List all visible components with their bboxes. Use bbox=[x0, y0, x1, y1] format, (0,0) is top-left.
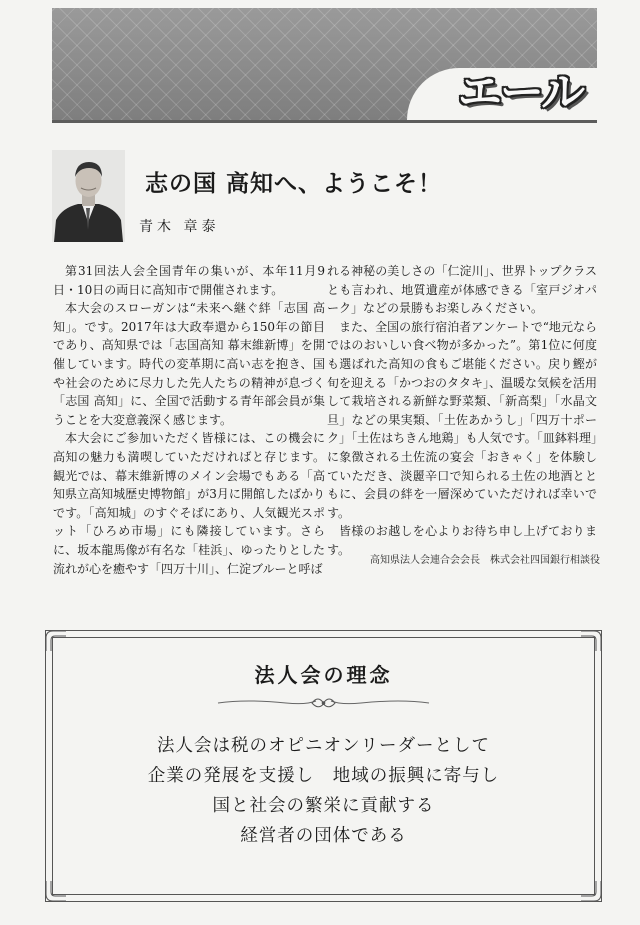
corner-ornament-icon bbox=[580, 630, 602, 652]
article-paragraph: 第31回法人会全国青年の集いが、本年11月9日・10日の両日に高知市で開催されます。 bbox=[53, 264, 325, 297]
article-paragraph: 皆様のお越しを心よりお待ち申し上げております。 bbox=[327, 524, 597, 557]
author-name: 青木 章泰 bbox=[139, 219, 220, 235]
author-title: 高知県法人会連合会会長 株式会社四国銀行相談役 bbox=[370, 555, 600, 566]
philosophy-line: 経営者の団体である bbox=[240, 826, 407, 846]
corner-ornament-icon bbox=[45, 630, 67, 652]
article-paragraph: れる神秘の美しさの「仁淀川」、世界トップクラスとも言われ、地質遺産が体感できる「室戸ジオパーク」などの景勝もお楽しみください。 bbox=[327, 264, 597, 316]
philosophy-title: 法人会の理念 bbox=[254, 663, 393, 687]
article-paragraph: また、全国の旅行宿泊者アンケートで“地元ならではのおいしい食べ物が多かった”。第1位に何度も選ばれた高知の食もご堪能ください。戻り鰹が旬を迎える「かつおのタタキ」、温暖な気候を活用して栽培される新鮮な野菜類、「新高梨」「水晶文旦」などの果実類、「土佐あかうし」「四万十ポーク」「土佐はちきん地鶏」も人気です。「皿鉢料理」に象徴される土佐流の宴会「おきゃく」を体験していただき、淡麗辛口で知られる土佐の地酒とともに、会員の絆を一層深めていただければ幸いです。 bbox=[327, 319, 598, 520]
article-headline: 志の国 高知へ、ようこそ！ bbox=[145, 170, 443, 197]
corner-ornament-icon bbox=[45, 880, 67, 902]
philosophy-line: 国と社会の繁栄に貢献する bbox=[212, 796, 435, 816]
header-banner bbox=[52, 8, 597, 123]
corner-ornament-icon bbox=[580, 880, 602, 902]
article-column-left bbox=[53, 262, 325, 578]
article-paragraph: 本大会にご参加いただく皆様には、この機会に高知の魅力も満喫していただければと存じます。観光では、幕末維新博のメイン会場でもある「高知県立高知城歴史博物館」が3月に開館したばかりです。「高知城」のすぐそばにあり、人気観光スポット「ひろめ市場」にも隣接しています。さらに、坂本龍馬像が有名な「桂浜」、ゆったりとした流れが心を癒やす「四万十川」、仁淀ブルーと呼ば bbox=[53, 431, 325, 576]
philosophy-line: 法人会は税のオピニオンリーダーとして bbox=[157, 736, 490, 756]
philosophy-box bbox=[45, 630, 602, 902]
author-photo bbox=[52, 150, 125, 242]
article-paragraph: 本大会のスローガンは“未来へ継ぐ絆「志国 高知」。です。2017年は大政奉還から150年の節目であり、高知県では「志国高知 幕末維新博」を開催しています。時代の変革期に高い志を抱き、国や社会のために尽力した先人たちの精神が息づく「志国 高知」に、全国で活動する青年部会員が集うことを大変意義深く感じます。 bbox=[53, 301, 325, 427]
flourish-divider-icon bbox=[216, 693, 431, 713]
philosophy-line: 企業の発展を支援し 地域の振興に寄与し bbox=[147, 766, 500, 786]
philosophy-text bbox=[46, 731, 601, 851]
article-column-right bbox=[327, 262, 597, 560]
banner-title: エール bbox=[457, 67, 583, 118]
